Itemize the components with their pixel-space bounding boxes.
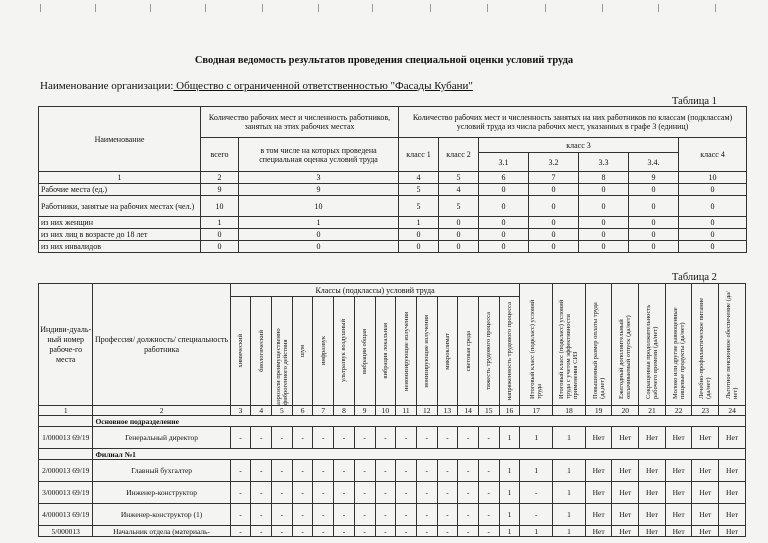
t1-cell: 0 <box>239 241 399 253</box>
t1-header-count: Количество рабочих мест и численность работников, занятых на этих рабочих местах <box>201 107 399 138</box>
t2-cell: - <box>437 526 458 537</box>
t2-section-row <box>39 449 746 460</box>
t2-profession: Инженер-конструктор <box>93 482 230 504</box>
t2-profession: Генеральный директор <box>93 427 230 449</box>
t2-factor-label: биологический <box>257 330 265 372</box>
t2-row <box>39 526 746 537</box>
t2-cell: Нет <box>719 427 746 449</box>
t2-cell: Нет <box>639 482 666 504</box>
t2-cell: Нет <box>692 504 719 526</box>
t2-number-row <box>39 406 746 416</box>
t1-cell: 0 <box>201 229 239 241</box>
t2-cell: - <box>375 460 396 482</box>
t2-cell: Нет <box>612 427 639 449</box>
t2-cell: - <box>354 427 375 449</box>
t2-cell: - <box>313 504 334 526</box>
t2-factor-label: тяжесть трудового процесса <box>485 312 493 390</box>
t2-column-number: 2 <box>93 406 230 416</box>
t2-factor-header <box>499 297 520 406</box>
t1-header-class1: класс 1 <box>399 138 439 172</box>
t1-row <box>39 196 747 217</box>
t1-row <box>39 184 747 196</box>
t2-column-number: 11 <box>396 406 417 416</box>
t2-profession: Главный бухгалтер <box>93 460 230 482</box>
t1-cell: 0 <box>629 241 679 253</box>
t2-cell: 1 <box>553 504 586 526</box>
t2-cell: - <box>437 460 458 482</box>
t2-cell: - <box>272 482 293 504</box>
t2-cell: - <box>416 504 437 526</box>
t2-factor-label: световая среда <box>464 330 472 372</box>
t1-cell: 0 <box>679 184 747 196</box>
t2-workplace-id: 1/000013 69/19 <box>39 427 93 449</box>
t2-cell: Нет <box>612 504 639 526</box>
t1-cell: 0 <box>579 184 629 196</box>
t2-cell: - <box>375 427 396 449</box>
t1-cell: 0 <box>579 196 629 217</box>
t2-header-profession: Профессия/ должность/ специальность работника <box>93 284 230 406</box>
t2-cell: 1 <box>499 526 520 537</box>
t2-cell: - <box>396 504 417 526</box>
t2-factor-label: химический <box>237 334 245 368</box>
t2-factor-label: вибрация общая <box>361 328 369 374</box>
t2-factor-header <box>292 297 313 406</box>
t1-row <box>39 241 747 253</box>
t1-cell: 0 <box>529 229 579 241</box>
t2-factor-header <box>639 284 666 406</box>
t1-body <box>39 184 747 253</box>
t2-factor-label: Льготное пенсионное обеспечение (да/нет) <box>725 290 740 399</box>
t2-column-number: 8 <box>334 406 355 416</box>
t1-cell: 0 <box>439 229 479 241</box>
t2-cell: Нет <box>639 504 666 526</box>
t2-cell: Нет <box>692 482 719 504</box>
t2-factor-header <box>396 297 417 406</box>
t2-cell: 1 <box>553 427 586 449</box>
t2-cell: - <box>416 482 437 504</box>
t1-cell: 0 <box>479 217 529 229</box>
t1-cell: 0 <box>529 196 579 217</box>
t2-workplace-id: 3/000013 69/19 <box>39 482 93 504</box>
t1-cell: 0 <box>579 217 629 229</box>
t1-row-name: из них женщин <box>39 217 201 229</box>
t1-cell: 0 <box>399 241 439 253</box>
t2-factor-header <box>313 297 334 406</box>
t2-body <box>39 416 746 537</box>
t2-column-number: 24 <box>719 406 746 416</box>
t2-factor-label: ионизирующие излучения <box>423 314 431 388</box>
t1-number-row <box>39 172 747 184</box>
t1-cell: 0 <box>479 184 529 196</box>
t1-cell: 0 <box>579 229 629 241</box>
t2-cell: - <box>292 427 313 449</box>
t1-cell: 0 <box>629 217 679 229</box>
t1-cell: 10 <box>201 196 239 217</box>
t2-factor-header <box>416 297 437 406</box>
t1-header-incl: в том числе на которых проведена специальная оценка условий труда <box>239 138 399 172</box>
t2-cell: - <box>375 526 396 537</box>
t1-column-number: 4 <box>399 172 439 184</box>
t1-cell: 0 <box>479 241 529 253</box>
t2-cell: 1 <box>499 482 520 504</box>
t2-cell: Нет <box>719 482 746 504</box>
t2-workplace-id: 5/000013 <box>39 526 93 537</box>
t2-cell: - <box>375 482 396 504</box>
t1-column-number: 7 <box>529 172 579 184</box>
t2-section-title: Основное подразделение <box>93 416 746 427</box>
t1-cell: 0 <box>679 241 747 253</box>
t2-cell: Нет <box>665 504 692 526</box>
t2-cell: Нет <box>665 526 692 537</box>
t1-cell: 0 <box>479 229 529 241</box>
t2-cell: - <box>313 427 334 449</box>
t2-cell: - <box>396 460 417 482</box>
t2-cell: - <box>396 482 417 504</box>
t2-cell: - <box>416 526 437 537</box>
t1-cell: 0 <box>679 229 747 241</box>
t2-cell: - <box>396 427 417 449</box>
t2-factor-label: инфразвук <box>319 336 327 366</box>
t2-column-number: 16 <box>499 406 520 416</box>
t2-section-row <box>39 416 746 427</box>
t2-cell: - <box>437 427 458 449</box>
t1-header-3-4: 3.4. <box>629 153 679 172</box>
t2-factor-header <box>478 297 499 406</box>
t1-header-classes: Количество рабочих мест и численность занятых на них работников по классам (подклассам) условий труда из числа рабочих мест, указанных в графе 3 (единиц) <box>399 107 747 138</box>
t2-factor-label: Лечебно-профилактическое питание (да/нет) <box>698 297 713 399</box>
t2-column-number: 9 <box>354 406 375 416</box>
t2-row <box>39 460 746 482</box>
t2-cell: - <box>251 526 272 537</box>
t1-cell: 5 <box>439 196 479 217</box>
t1-cell: 0 <box>629 196 679 217</box>
t2-cell: - <box>334 504 355 526</box>
t1-cell: 0 <box>529 184 579 196</box>
t2-cell: Нет <box>585 504 612 526</box>
t2-cell: - <box>396 526 417 537</box>
t2-cell: Нет <box>692 427 719 449</box>
t1-header-name: Наименование <box>39 107 201 172</box>
t2-cell: - <box>437 482 458 504</box>
t2-cell: - <box>251 427 272 449</box>
t1-row-name: из них лиц в возрасте до 18 лет <box>39 229 201 241</box>
t2-factor-label: шум <box>299 344 307 358</box>
t2-column-number: 20 <box>612 406 639 416</box>
t2-factor-label: Молоко или другие равноценные пищевые продукты (да/нет) <box>671 306 686 399</box>
t2-cell: 1 <box>553 460 586 482</box>
t1-cell: 0 <box>529 217 579 229</box>
t1-header-total: всего <box>201 138 239 172</box>
t2-cell: Нет <box>665 482 692 504</box>
t2-column-number: 15 <box>478 406 499 416</box>
t1-cell: 9 <box>201 184 239 196</box>
t2-cell: - <box>375 504 396 526</box>
t2-cell: - <box>520 482 553 504</box>
t2-cell: - <box>354 504 375 526</box>
t1-cell: 1 <box>239 217 399 229</box>
t2-column-number: 10 <box>375 406 396 416</box>
t2-factor-label: аэрозоли преимущественно фиброгенного действия <box>274 328 289 405</box>
t2-cell: Нет <box>719 526 746 537</box>
t1-cell: 0 <box>629 229 679 241</box>
t2-factor-label: неионизирующие излучения <box>402 311 410 391</box>
t2-cell: - <box>292 526 313 537</box>
t2-cell: - <box>272 504 293 526</box>
t2-cell: - <box>334 482 355 504</box>
organization-line <box>40 80 473 92</box>
t2-factor-header <box>437 297 458 406</box>
t1-column-number: 8 <box>579 172 629 184</box>
t2-column-number: 21 <box>639 406 666 416</box>
t2-factor-header <box>334 297 355 406</box>
t2-column-number: 22 <box>665 406 692 416</box>
t2-cell: Нет <box>612 460 639 482</box>
t1-cell: 0 <box>579 241 629 253</box>
t2-cell: - <box>272 460 293 482</box>
t2-cell: - <box>292 482 313 504</box>
t1-cell: 9 <box>239 184 399 196</box>
t2-cell: 1 <box>499 427 520 449</box>
t2-cell: - <box>230 526 251 537</box>
t2-workplace-id: 4/000013 69/19 <box>39 504 93 526</box>
table1-caption: Таблица 1 <box>672 96 717 107</box>
t2-cell: 1 <box>499 460 520 482</box>
t2-factor-header <box>458 297 479 406</box>
t2-row <box>39 504 746 526</box>
t2-factor-header <box>354 297 375 406</box>
t1-cell: 0 <box>629 184 679 196</box>
t2-cell: - <box>272 526 293 537</box>
t2-cell: Нет <box>719 504 746 526</box>
t1-cell: 0 <box>439 241 479 253</box>
t2-factor-header <box>230 297 251 406</box>
t2-factor-header <box>272 297 293 406</box>
t2-column-number: 7 <box>313 406 334 416</box>
t1-column-number: 1 <box>39 172 201 184</box>
t2-factor-header <box>719 284 746 406</box>
organization-label: Наименование организации: <box>40 80 174 92</box>
t2-cell: - <box>458 526 479 537</box>
t2-row <box>39 482 746 504</box>
t1-row-name: Рабочие места (ед.) <box>39 184 201 196</box>
t2-cell: 1 <box>553 526 586 537</box>
t1-column-number: 9 <box>629 172 679 184</box>
t1-cell: 0 <box>201 241 239 253</box>
t2-cell: 1 <box>553 482 586 504</box>
t1-column-number: 2 <box>201 172 239 184</box>
t2-cell: Нет <box>692 460 719 482</box>
t2-cell: - <box>458 482 479 504</box>
t2-section-blank <box>39 416 93 427</box>
t2-cell: - <box>520 504 553 526</box>
t2-cell: - <box>458 504 479 526</box>
t2-column-number: 4 <box>251 406 272 416</box>
t2-cell: Нет <box>612 482 639 504</box>
t2-cell: - <box>230 482 251 504</box>
t2-column-number: 1 <box>39 406 93 416</box>
t1-cell: 5 <box>399 184 439 196</box>
t2-column-number: 18 <box>553 406 586 416</box>
t2-column-number: 12 <box>416 406 437 416</box>
t2-profession: Инженер-конструктор (1) <box>93 504 230 526</box>
t2-cell: - <box>313 526 334 537</box>
t2-cell: 1 <box>520 526 553 537</box>
scan-marks <box>0 4 768 14</box>
t2-cell: - <box>292 460 313 482</box>
t2-cell: Нет <box>639 427 666 449</box>
t2-factor-label: Итоговый класс (подкласс) условий труда <box>529 299 544 399</box>
t2-factor-label: микроклимат <box>443 332 451 370</box>
t1-row <box>39 217 747 229</box>
t2-cell: - <box>230 504 251 526</box>
t2-cell: - <box>334 427 355 449</box>
t2-cell: - <box>478 482 499 504</box>
summary-table <box>38 106 747 253</box>
t2-factor-label: ультразвук воздушный <box>340 319 348 383</box>
t1-header-class4: класс 4 <box>679 138 747 172</box>
t2-factor-label: вибрация локальная <box>381 323 389 379</box>
t2-cell: - <box>334 460 355 482</box>
t2-column-number: 13 <box>437 406 458 416</box>
organization-name: Общество с ограниченной ответственностью "Фасады Кубани" <box>173 80 473 92</box>
t1-cell: 0 <box>399 229 439 241</box>
t2-factor-header <box>692 284 719 406</box>
t2-cell: - <box>354 526 375 537</box>
t2-column-number: 5 <box>272 406 293 416</box>
t2-factor-header <box>553 284 586 406</box>
t1-row-name: Работники, занятые на рабочих местах (чел.) <box>39 196 201 217</box>
t2-factor-header <box>251 297 272 406</box>
t2-cell: Нет <box>639 460 666 482</box>
t1-column-number: 5 <box>439 172 479 184</box>
t2-cell: - <box>478 526 499 537</box>
t2-factor-label: Повышенный размер оплаты труда (да,нет) <box>591 301 606 399</box>
t2-factor-label: Ежегодный дополнительный оплачиваемый отпуск (да/нет) <box>618 314 633 399</box>
t2-header-classes: Классы (подклассы) условий труда <box>230 284 520 297</box>
t2-cell: - <box>334 526 355 537</box>
t2-factor-header <box>375 297 396 406</box>
t2-cell: - <box>292 504 313 526</box>
t2-cell: Нет <box>692 526 719 537</box>
t2-cell: - <box>458 460 479 482</box>
t2-cell: - <box>230 460 251 482</box>
t1-cell: 0 <box>479 196 529 217</box>
t2-workplace-id: 2/000013 69/19 <box>39 460 93 482</box>
t1-cell: 0 <box>679 217 747 229</box>
t2-column-number: 17 <box>520 406 553 416</box>
t1-cell: 4 <box>439 184 479 196</box>
t1-column-number: 10 <box>679 172 747 184</box>
t2-cell: 1 <box>520 460 553 482</box>
t2-cell: - <box>251 460 272 482</box>
t2-column-number: 3 <box>230 406 251 416</box>
t2-factor-header <box>520 284 553 406</box>
t2-row <box>39 427 746 449</box>
t2-cell: - <box>437 504 458 526</box>
t1-cell: 0 <box>529 241 579 253</box>
t1-row <box>39 229 747 241</box>
t2-cell: - <box>313 482 334 504</box>
table2-caption: Таблица 2 <box>672 272 717 283</box>
t1-column-number: 3 <box>239 172 399 184</box>
t2-column-number: 19 <box>585 406 612 416</box>
t1-header-3-3: 3.3 <box>579 153 629 172</box>
t1-header-class2: класс 2 <box>439 138 479 172</box>
t2-cell: - <box>230 427 251 449</box>
t2-cell: - <box>272 427 293 449</box>
t2-cell: - <box>478 504 499 526</box>
t1-cell: 1 <box>399 217 439 229</box>
t2-factor-header <box>612 284 639 406</box>
t2-cell: - <box>458 427 479 449</box>
t2-section-title: Филиал №1 <box>93 449 746 460</box>
t1-cell: 5 <box>399 196 439 217</box>
t2-cell: - <box>416 460 437 482</box>
t1-row-name: из них инвалидов <box>39 241 201 253</box>
t2-cell: Нет <box>639 526 666 537</box>
t2-cell: 1 <box>520 427 553 449</box>
t2-cell: 1 <box>499 504 520 526</box>
t2-factor-label: напряженность трудового процесса <box>506 301 514 401</box>
t2-cell: - <box>478 460 499 482</box>
t1-cell: 0 <box>239 229 399 241</box>
document-title: Сводная ведомость результатов проведения специальной оценки условий труда <box>194 55 574 66</box>
t2-header-id: Индиви-дуаль-ный номер рабоче-го места <box>39 284 93 406</box>
t2-cell: Нет <box>665 427 692 449</box>
t2-factor-header <box>665 284 692 406</box>
t2-factor-label: Сокращенная продолжительность рабочего времени (да/нет) <box>644 304 659 399</box>
t2-cell: Нет <box>719 460 746 482</box>
workplaces-table <box>38 283 746 537</box>
t2-cell: Нет <box>665 460 692 482</box>
t2-cell: - <box>478 427 499 449</box>
t2-column-number: 6 <box>292 406 313 416</box>
t1-cell: 1 <box>201 217 239 229</box>
t1-cell: 10 <box>239 196 399 217</box>
t2-cell: - <box>416 427 437 449</box>
t2-cell: Нет <box>585 460 612 482</box>
t2-cell: - <box>354 460 375 482</box>
t2-cell: Нет <box>585 482 612 504</box>
t1-header-3-2: 3.2 <box>529 153 579 172</box>
t2-profession: Начальник отдела (материаль- <box>93 526 230 537</box>
t1-column-number: 6 <box>479 172 529 184</box>
t1-cell: 0 <box>439 217 479 229</box>
t2-cell: - <box>251 504 272 526</box>
t2-column-number: 14 <box>458 406 479 416</box>
t2-cell: Нет <box>612 526 639 537</box>
t2-cell: - <box>251 482 272 504</box>
t2-cell: Нет <box>585 526 612 537</box>
t2-factor-header <box>585 284 612 406</box>
t2-cell: - <box>354 482 375 504</box>
t2-cell: Нет <box>585 427 612 449</box>
t2-factor-label: Итоговый класс (подкласс) условий труда с учетом эффективности применения СИЗ <box>558 299 580 399</box>
t2-cell: - <box>313 460 334 482</box>
t1-header-3-1: 3.1 <box>479 153 529 172</box>
t2-column-number: 23 <box>692 406 719 416</box>
t2-section-blank <box>39 449 93 460</box>
t1-cell: 0 <box>679 196 747 217</box>
t1-header-class3: класс 3 <box>479 138 679 153</box>
